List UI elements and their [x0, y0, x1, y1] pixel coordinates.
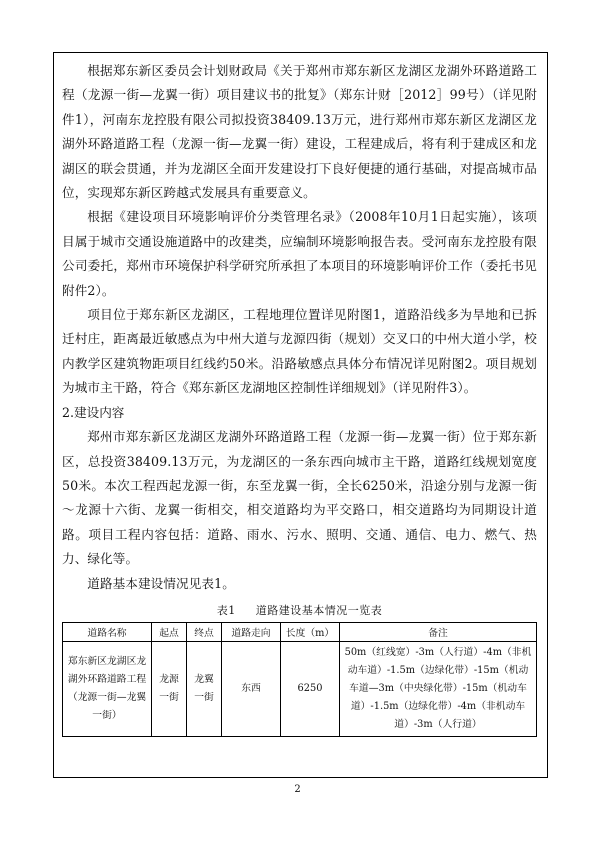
- header-length: 长度（m）: [281, 622, 340, 641]
- paragraph-table-reference: 道路基本建设情况见表1。: [87, 575, 235, 591]
- cell-direction: 东西: [222, 641, 281, 736]
- paragraph-location: 项目位于郑东新区龙湖区，工程地理位置详见附图1，道路沿线多为旱地和已拆迁村庄，距离最近敏感点为中州大道与龙源四街（规划）交叉口的中州大道小学，校内教学区建筑物距项目红线约50米。沿路敏感点具体分布情况详见附图2。项目规划为城市主干路，符合《郑东新区龙湖地区控制性详细规划》（详见附件3）。: [62, 307, 537, 396]
- header-direction: 道路走向: [222, 622, 281, 641]
- header-note: 备注: [340, 622, 537, 641]
- header-road-name: 道路名称: [63, 622, 152, 641]
- cell-start: 龙源一街: [152, 641, 187, 736]
- header-start: 起点: [152, 622, 187, 641]
- table-header-row: [63, 622, 537, 641]
- page-number: 2: [294, 784, 301, 795]
- document-body: [62, 59, 537, 737]
- table-caption-number: 表1: [216, 603, 236, 617]
- table-caption-title: 道路建设基本情况一览表: [255, 603, 383, 617]
- cell-note: 50m（红线宽）-3m（人行道）-4m（非机动车道）-1.5m（边绿化带）-15m（机动车道—3m（中央绿化带）-15m（机动车道）-1.5m（边绿化带）-4m（非机动车道）-3m（人行道）: [340, 641, 537, 736]
- document-frame: [53, 52, 548, 778]
- road-construction-table: [62, 622, 537, 737]
- table-caption: [62, 602, 537, 618]
- header-end: 终点: [187, 622, 222, 641]
- table-row: [63, 641, 537, 736]
- paragraph-background: 根据郑东新区委员会计划财政局《关于郑州市郑东新区龙湖区龙湖外环路道路工程（龙源一街—龙翼一街）项目建议书的批复》（郑东计财［2012］99号）（详见附件1），河南东龙控股有限公司拟投资38409.13万元，进行郑州市郑东新区龙湖区龙湖外环路道路工程（龙源一街—龙翼一街）建设，工程建成后，将有利于建成区和龙湖区的联会贯通，并为龙湖区全面开发建设打下良好便捷的通行基础，对提高城市品位，实现郑东新区跨越式发展具有重要意义。: [62, 63, 537, 201]
- cell-length: 6250: [281, 641, 340, 736]
- section-heading: 2.建设内容: [62, 404, 125, 420]
- cell-end: 龙翼一街: [187, 641, 222, 736]
- paragraph-classification: 根据《建设项目环境影响评价分类管理名录》（2008年10月1日起实施），该项目属于城市交通设施道路中的改建类，应编制环境影响报告表。受河南东龙控股有限公司委托，郑州市环境保护科学研究所承担了本项目的环境影响评价工作（委托书见附件2）。: [62, 209, 537, 298]
- cell-road-name: 郑东新区龙湖区龙湖外环路道路工程（龙源一街—龙翼一街）: [63, 641, 152, 736]
- paragraph-construction-content: 郑州市郑东新区龙湖区龙湖外环路道路工程（龙源一街—龙翼一街）位于郑东新区，总投资38409.13万元，为龙湖区的一条东西向城市主干路，道路红线规划宽度50米。本次工程西起龙源一街，东至龙翼一街，全长6250米，沿途分别与龙源一街～龙源十六街、龙翼一街相交，相交道路均为平交路口，相交道路均为同期设计道路。项目工程内容包括：道路、雨水、污水、照明、交通、通信、电力、燃气、热力、绿化等。: [62, 429, 537, 567]
